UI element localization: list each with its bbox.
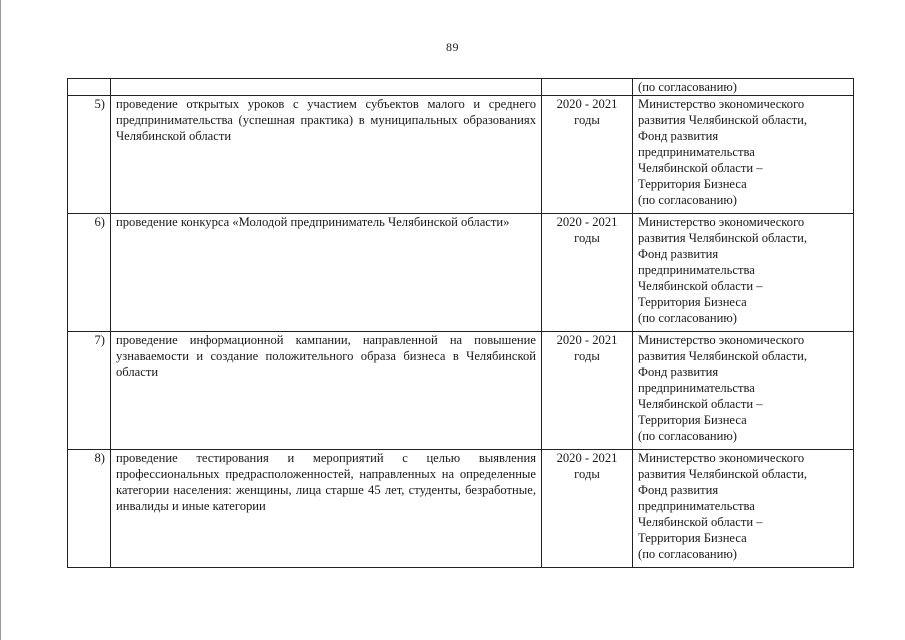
term-years: 2020 - 2021	[556, 333, 618, 347]
table-row	[68, 96, 854, 214]
responsible-line: развития Челябинской области,	[638, 231, 807, 245]
responsible-line: развития Челябинской области,	[638, 349, 807, 363]
cell-text	[111, 79, 542, 96]
responsible-line: Территория Бизнеса	[638, 177, 747, 191]
responsible-line: Министерство экономического	[638, 451, 805, 465]
responsible-line: Челябинской области –	[638, 397, 763, 411]
responsible-line: Фонд развития	[638, 365, 719, 379]
responsible-line: (по согласованию)	[638, 547, 738, 561]
term-unit: годы	[574, 467, 600, 481]
responsible-line: предпринимательства	[638, 145, 755, 159]
term-years: 2020 - 2021	[556, 215, 618, 229]
cell-num	[68, 79, 111, 96]
responsible-line: предпринимательства	[638, 499, 755, 513]
responsible-line: Челябинской области –	[638, 161, 763, 175]
row-responsible	[633, 450, 854, 568]
term-unit: годы	[574, 231, 600, 245]
table-row	[68, 214, 854, 332]
responsible-line: Территория Бизнеса	[638, 531, 747, 545]
table-row	[68, 450, 854, 568]
responsible-line: Министерство экономического	[638, 333, 805, 347]
row-measure-text: проведение информационной кампании, направленной на повышение узнаваемости и создание положительного образа бизнеса в Челябинской области	[111, 332, 542, 450]
row-responsible	[633, 96, 854, 214]
page-number: 89	[446, 40, 459, 54]
term-unit: годы	[574, 349, 600, 363]
responsible-line: (по согласованию)	[638, 311, 738, 325]
row-measure-text: проведение конкурса «Молодой предприниматель Челябинской области»	[111, 214, 542, 332]
term-years: 2020 - 2021	[556, 451, 618, 465]
table-row	[68, 332, 854, 450]
responsible-line: Министерство экономического	[638, 97, 805, 111]
row-measure-text: проведение тестирования и мероприятий с целью выявления профессиональных предрасположенностей, направленных на определенные категории населения: женщины, лица старше 45 лет, студенты, безработные, инвалиды и иные категории	[111, 450, 542, 568]
term-unit: годы	[574, 113, 600, 127]
responsible-line: Челябинской области –	[638, 279, 763, 293]
term-years: 2020 - 2021	[556, 97, 618, 111]
responsible-line: (по согласованию)	[638, 193, 738, 207]
row-number: 8)	[68, 450, 111, 568]
responsible-line: Фонд развития	[638, 129, 719, 143]
responsible-line: (по согласованию)	[638, 429, 738, 443]
table-continuation-row	[68, 79, 854, 96]
responsible-line: предпринимательства	[638, 263, 755, 277]
row-term	[542, 96, 633, 214]
responsible-line: Челябинской области –	[638, 515, 763, 529]
page-left-edge	[0, 0, 1, 640]
measures-table	[67, 78, 854, 568]
row-number: 7)	[68, 332, 111, 450]
row-term	[542, 332, 633, 450]
responsible-line: Территория Бизнеса	[638, 295, 747, 309]
row-measure-text: проведение открытых уроков с участием субъектов малого и среднего предпринимательства (успешная практика) в муниципальных образованиях Челябинской области	[111, 96, 542, 214]
responsible-line: Фонд развития	[638, 247, 719, 261]
row-responsible	[633, 332, 854, 450]
row-term	[542, 450, 633, 568]
row-term	[542, 214, 633, 332]
responsible-line: Министерство экономического	[638, 215, 805, 229]
row-number: 5)	[68, 96, 111, 214]
cell-responsible: (по согласованию)	[633, 79, 854, 96]
responsible-line: Территория Бизнеса	[638, 413, 747, 427]
responsible-line: развития Челябинской области,	[638, 467, 807, 481]
responsible-line: Фонд развития	[638, 483, 719, 497]
responsible-line: развития Челябинской области,	[638, 113, 807, 127]
row-number: 6)	[68, 214, 111, 332]
cell-term	[542, 79, 633, 96]
responsible-line: предпринимательства	[638, 381, 755, 395]
row-responsible	[633, 214, 854, 332]
